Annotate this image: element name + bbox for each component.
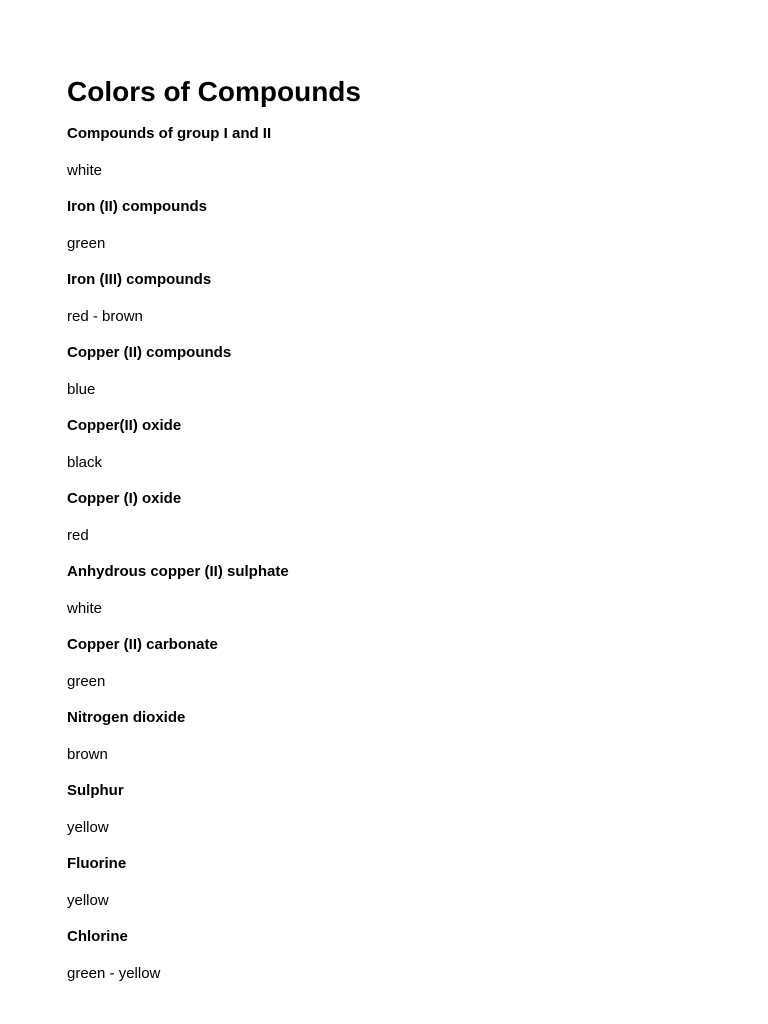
list-item	[67, 854, 289, 911]
compound-name: Iron (III) compounds	[67, 271, 212, 288]
compound-name: Iron (II) compounds	[67, 198, 207, 215]
compound-color: green	[67, 673, 106, 690]
list-item	[67, 927, 289, 984]
compound-name: Nitrogen dioxide	[67, 709, 186, 726]
compound-name: Chlorine	[67, 928, 128, 945]
list-item	[67, 489, 289, 546]
list-item	[67, 562, 289, 619]
compound-color: white	[67, 162, 103, 179]
compound-color: green	[67, 235, 106, 252]
compound-name: Copper(II) oxide	[67, 417, 182, 434]
compound-color: black	[67, 454, 103, 471]
compound-name: Anhydrous copper (II) sulphate	[67, 563, 289, 580]
compound-color: blue	[67, 381, 96, 398]
compound-name: Copper (II) compounds	[67, 344, 232, 361]
compound-color: red	[67, 527, 89, 544]
compound-color: yellow	[67, 819, 109, 836]
list-item	[67, 124, 289, 181]
compound-color: red - brown	[67, 308, 143, 325]
list-item	[67, 781, 289, 838]
compound-name: Fluorine	[67, 855, 127, 872]
list-item	[67, 635, 289, 692]
list-item	[67, 708, 289, 765]
compound-name: Copper (I) oxide	[67, 490, 182, 507]
list-item	[67, 343, 289, 400]
compound-color: white	[67, 600, 103, 617]
page-title: Colors of Compounds	[67, 76, 361, 107]
compound-list	[67, 124, 289, 1000]
list-item	[67, 416, 289, 473]
list-item	[67, 270, 289, 327]
compound-name: Compounds of group I and II	[67, 125, 272, 142]
compound-color: yellow	[67, 892, 109, 909]
list-item	[67, 197, 289, 254]
compound-color: brown	[67, 746, 108, 763]
compound-name: Copper (II) carbonate	[67, 636, 218, 653]
compound-color: green - yellow	[67, 965, 161, 982]
compound-name: Sulphur	[67, 782, 124, 799]
